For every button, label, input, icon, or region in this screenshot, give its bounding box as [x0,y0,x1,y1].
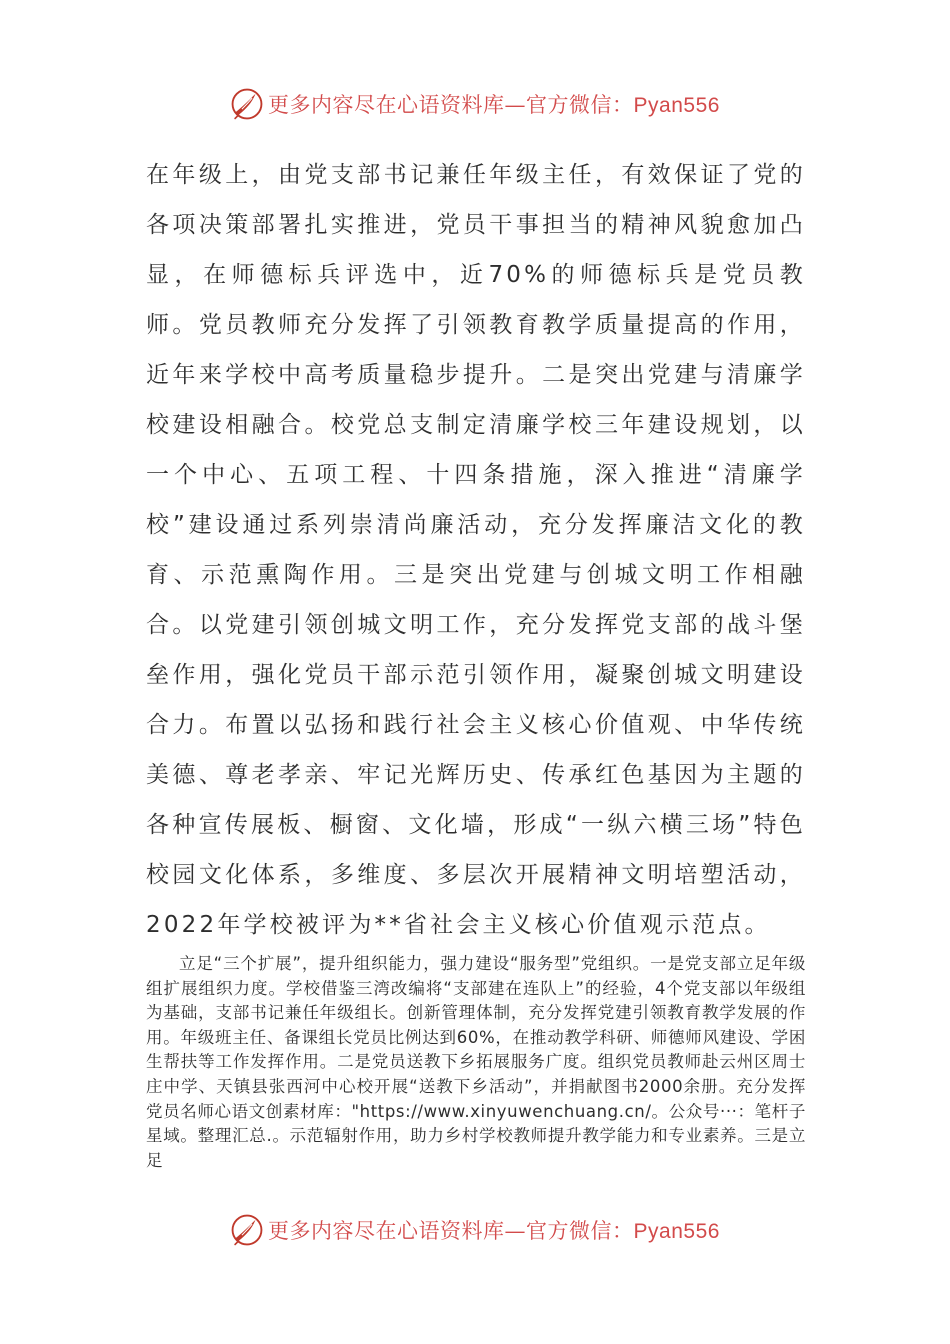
header-banner [0,84,950,124]
banner-official-label: 官方微信： [526,93,634,117]
banner-dash: — [504,1219,527,1243]
footer-banner [0,1210,950,1250]
banner-account: Pyan556 [633,94,720,117]
body-paragraph-1: 在年级上，由党支部书记兼任年级主任，有效保证了党的各项决策部署扎实推进，党员干事担当的精神风貌愈加凸显，在师德标兵评选中，近70%的师德标兵是党员教师。党员教师充分发挥了引领教育教学质量提高的作用，近年来学校中高考质量稳步提升。二是突出党建与清廉学校建设相融合。校党总支制定清廉学校三年建设规划，以一个中心、五项工程、十四条措施，深入推进“清廉学校”建设通过系列崇清尚廉活动，充分发挥廉洁文化的教育、示范熏陶作用。三是突出党建与创城文明工作相融合。以党建引领创城文明工作，充分发挥党支部的战斗堡垒作用，强化党员干部示范引领作用，凝聚创城文明建设合力。布置以弘扬和践行社会主义核心价值观、中华传统美德、尊老孝亲、牢记光辉历史、传承红色基因为主题的各种宣传展板、橱窗、文化墙，形成“一纵六横三场”特色校园文化体系，多维度、多层次开展精神文明培塑活动，2022年学校被评为**省社会主义核心价值观示范点。 [146,162,806,938]
banner-dash: — [504,93,527,117]
quill-logo-icon [230,1213,264,1247]
banner-title: 更多内容尽在心语资料库 [268,1219,505,1243]
banner-title: 更多内容尽在心语资料库 [268,93,505,117]
banner-official-label: 官方微信： [526,1219,634,1243]
quill-logo-icon [230,87,264,121]
banner-account: Pyan556 [633,1220,720,1243]
banner-text [268,89,720,119]
banner-text [268,1215,720,1245]
body-paragraph-2: 立足“三个扩展”，提升组织能力，强力建设“服务型”党组织。一是党支部立足年级组扩展组织力度。学校借鉴三湾改编将“支部建在连队上”的经验，4个党支部以年级组为基础，支部书记兼任年级组长。创新管理体制，充分发挥党建引领教育教学发展的作用。年级班主任、备课组长党员比例达到60%，在推动教学科研、师德师风建设、学困生帮扶等工作发挥作用。二是党员送教下乡拓展服务广度。组织党员教师赴云州区周士庄中学、天镇县张西河中心校开展“送教下乡活动”，并捐献图书2000余册。充分发挥党员名师心语文创素材库："https://www.xinyuwenchuang.cn/。公众号···：笔杆子星域。整理汇总.。示范辐射作用，助力乡村学校教师提升教学能力和专业素养。三是立足 [146,954,806,1170]
